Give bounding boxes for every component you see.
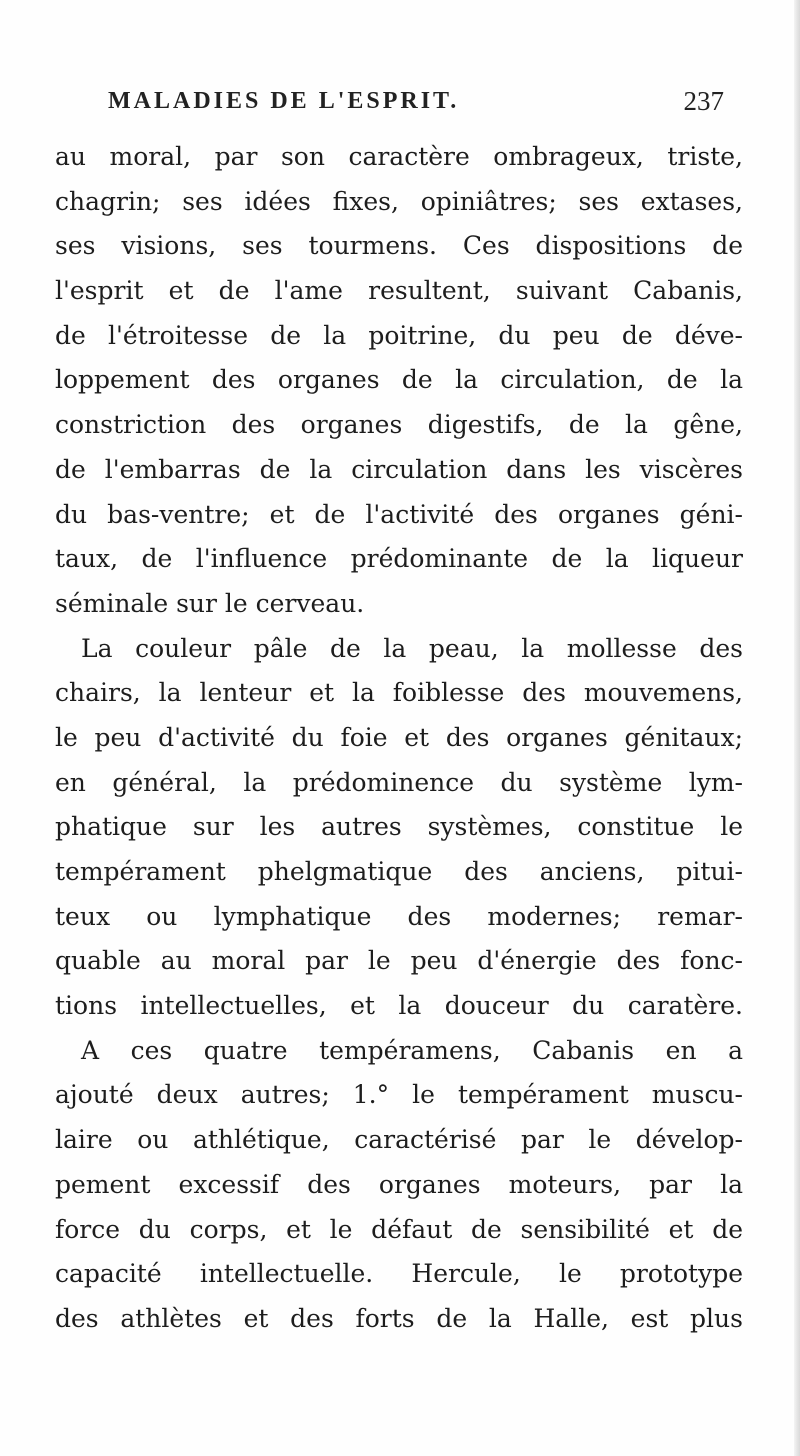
text-line: quable au moral par le peu d'énergie des fonc- xyxy=(55,946,743,976)
text-line: le peu d'activité du foie et des organes génitaux; xyxy=(55,722,743,752)
text-line: ses visions, ses tourmens. Ces dispositions de xyxy=(55,231,743,261)
page-number: 237 xyxy=(683,86,724,116)
text-line: de l'étroitesse de la poitrine, du peu de déve- xyxy=(55,320,743,350)
text-line: constriction des organes digestifs, de la gêne, xyxy=(55,410,743,440)
text-line: des athlètes et des forts de la Halle, est plus xyxy=(55,1303,743,1333)
running-head: MALADIES DE L'ESPRIT. xyxy=(108,88,460,114)
text-line: chagrin; ses idées fixes, opiniâtres; ses extases, xyxy=(55,186,743,216)
text-line: du bas-ventre; et de l'activité des organes géni- xyxy=(55,499,743,529)
paragraph-start-line: A ces quatre tempéramens, Cabanis en a xyxy=(81,1035,743,1065)
text-line: force du corps, et le défaut de sensibilité et de xyxy=(55,1214,743,1244)
text-line: au moral, par son caractère ombrageux, triste, xyxy=(55,142,743,171)
text-line: capacité intellectuelle. Hercule, le prototype xyxy=(55,1259,743,1289)
body-text xyxy=(55,135,743,1342)
text-line: phatique sur les autres systèmes, constitue le xyxy=(55,812,743,842)
text-line: en général, la prédominence du système lym- xyxy=(55,767,743,797)
page-edge-shadow xyxy=(794,0,800,1456)
text-line: tions intellectuelles, et la douceur du caratère. xyxy=(55,991,743,1021)
text-line: tempérament phelgmatique des anciens, pitui- xyxy=(55,857,743,886)
text-line: teux ou lymphatique des modernes; remar- xyxy=(55,901,743,931)
page-header xyxy=(108,88,748,128)
text-line: laire ou athlétique, caractérisé par le dévelop- xyxy=(55,1125,743,1155)
text-line: l'esprit et de l'ame resultent, suivant Cabanis, xyxy=(55,276,743,306)
text-line: loppement des organes de la circulation, de la xyxy=(55,365,743,395)
text-line: chairs, la lenteur et la foiblesse des mouvemens, xyxy=(55,678,743,708)
text-line: taux, de l'influence prédominante de la liqueur xyxy=(55,544,743,574)
text-line: ajouté deux autres; 1.° le tempérament muscu- xyxy=(55,1080,743,1110)
text-line: pement excessif des organes moteurs, par la xyxy=(55,1169,743,1199)
paragraph-start-line: La couleur pâle de la peau, la mollesse des xyxy=(81,633,743,663)
text-line: séminale sur le cerveau. xyxy=(55,588,365,618)
text-line: de l'embarras de la circulation dans les viscères xyxy=(55,454,743,484)
